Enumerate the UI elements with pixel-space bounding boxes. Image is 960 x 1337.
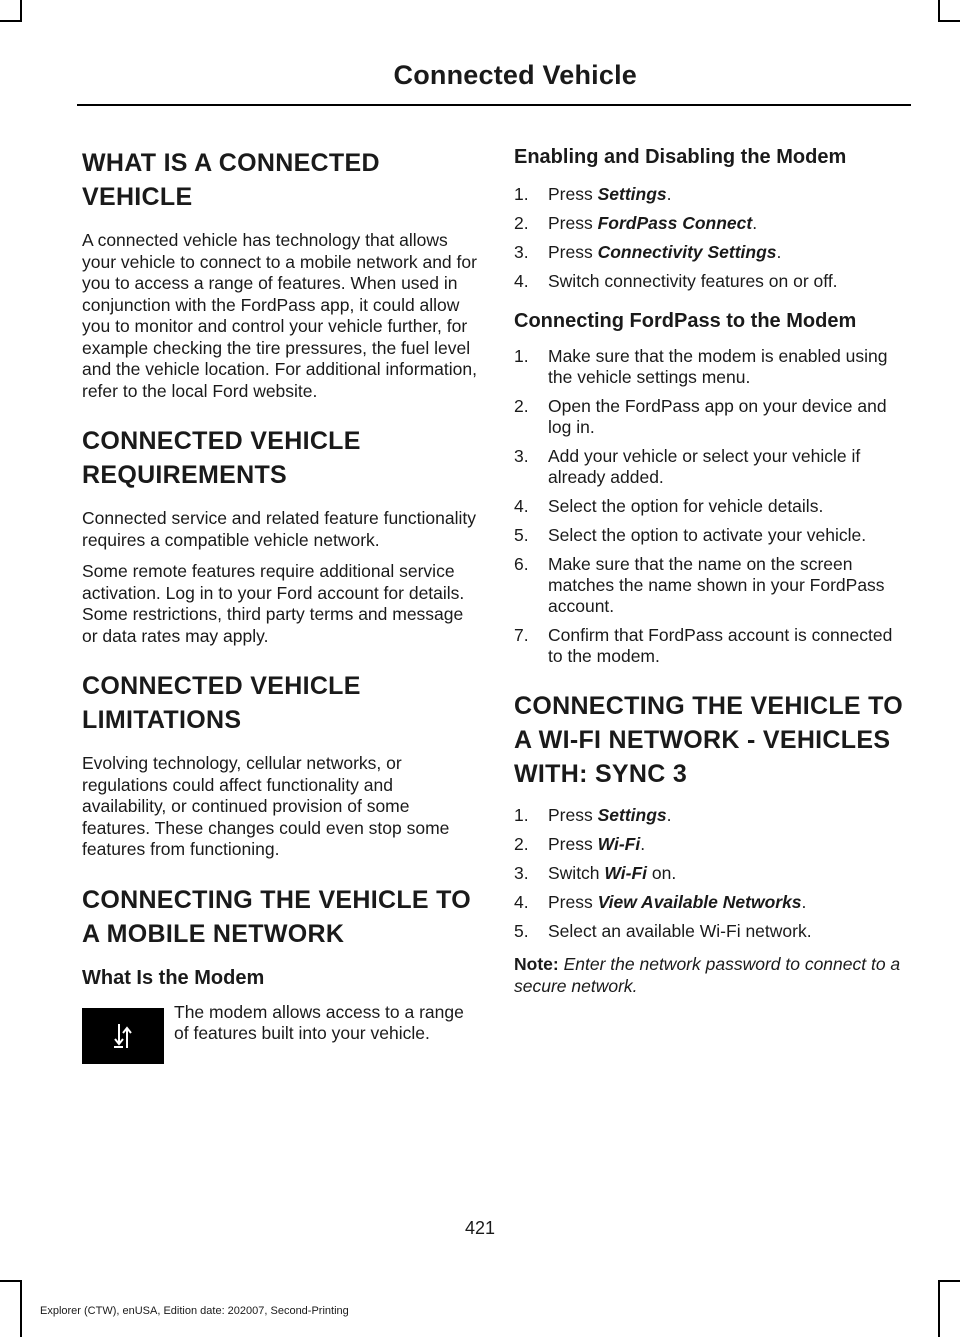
list-item: 3. Switch Wi-Fi on. [514,863,677,883]
modem-info [82,1002,477,1064]
modem-description: The modem allows access to a range of features built into your vehicle. [174,1001,464,1043]
crop-mark-bottom-right-v [938,1280,940,1337]
section-what-is-connected-vehicle [82,146,477,402]
section-heading: CONNECTED VEHICLE REQUIREMENTS [82,427,361,489]
page-number: 421 [464,1218,496,1238]
modem-icon [82,1008,164,1064]
list-item: 2. Press Wi-Fi. [514,834,646,854]
list-item: 5. Select the option to activate your vehicle. [514,525,867,545]
body-text: A connected vehicle has technology that allows your vehicle to connect to a mobile network and for you to access a range of features. When used in conjunction with the FordPass app, it could allow you to monitor and control your vehicle further, for example checking the tire pressures, the fuel level and the vehicle location. For additional information, refer to the local Ford website. [82,230,477,401]
note-text: Enter the network password to connect to a secure network. [514,954,901,996]
crop-mark-top-right-h [938,20,960,22]
list-item: 4. Select the option for vehicle details. [514,496,824,516]
crop-mark-bottom-right-h [938,1280,960,1282]
list-item: 5. Select an available Wi-Fi network. [514,921,812,941]
section-heading: WHAT IS A CONNECTED VEHICLE [82,149,380,211]
body-text: Connected service and related feature functionality requires a compatible vehicle network. [82,508,476,550]
list-item: 4. Switch connectivity features on or off. [514,271,838,291]
section-limitations [82,669,477,861]
footer-edition: Explorer (CTW), enUSA, Edition date: 202007, Second-Printing [40,1305,349,1317]
crop-mark-top-left-h [0,20,22,22]
section-mobile-network [82,883,477,1064]
body-text: Evolving technology, cellular networks, or regulations could affect functionality and availability, or continued provision of some features. These changes could even stop some features from functioning. [82,753,450,859]
list-item: 3. Press Connectivity Settings. [514,242,782,262]
crop-mark-top-left-v [20,0,22,22]
list-item: 1. Press Settings. [514,805,672,825]
note-label: Note: [514,954,559,974]
data-arrows-icon [108,1021,138,1051]
section-requirements [82,424,477,647]
wifi-steps [514,805,909,942]
section-heading: CONNECTING THE VEHICLE TO A WI-FI NETWORK - VEHICLES WITH: SYNC 3 [514,692,904,788]
list-item: 4. Press View Available Networks. [514,892,807,912]
crop-mark-bottom-left-v [20,1280,22,1337]
enabling-steps [514,184,909,292]
list-item: 1. Press Settings. [514,184,672,204]
body-text: Some remote features require additional service activation. Log in to your Ford account for details. Some restrictions, third party terms and message or data rates may apply. [82,561,465,646]
right-column [514,146,909,1007]
section-wifi-network [514,689,909,997]
left-column [82,146,477,1094]
list-item: 1. Make sure that the modem is enabled using the vehicle settings menu. [514,346,888,387]
section-heading: CONNECTING THE VEHICLE TO A MOBILE NETWORK [82,885,472,948]
page-title: Connected Vehicle [393,60,637,90]
list-item: 7. Confirm that FordPass account is connected to the modem. [514,625,893,666]
subheading-what-is-modem: What Is the Modem [82,966,265,989]
header-divider [77,104,911,106]
crop-mark-bottom-left-h [0,1280,22,1282]
section-connecting-fordpass [514,310,909,667]
list-item: 3. Add your vehicle or select your vehicle if already added. [514,446,861,487]
note [514,954,909,997]
list-item: 2. Press FordPass Connect. [514,213,758,233]
subheading-enabling-modem: Enabling and Disabling the Modem [514,146,847,168]
list-item: 6. Make sure that the name on the screen matches the name shown in your FordPass account. [514,554,885,616]
fordpass-steps [514,346,909,667]
list-item: 2. Open the FordPass app on your device and log in. [514,396,887,437]
subheading-connecting-fordpass: Connecting FordPass to the Modem [514,310,857,332]
section-enabling-modem [514,146,909,292]
crop-mark-top-right-v [938,0,940,22]
section-heading: CONNECTED VEHICLE LIMITATIONS [82,672,361,734]
